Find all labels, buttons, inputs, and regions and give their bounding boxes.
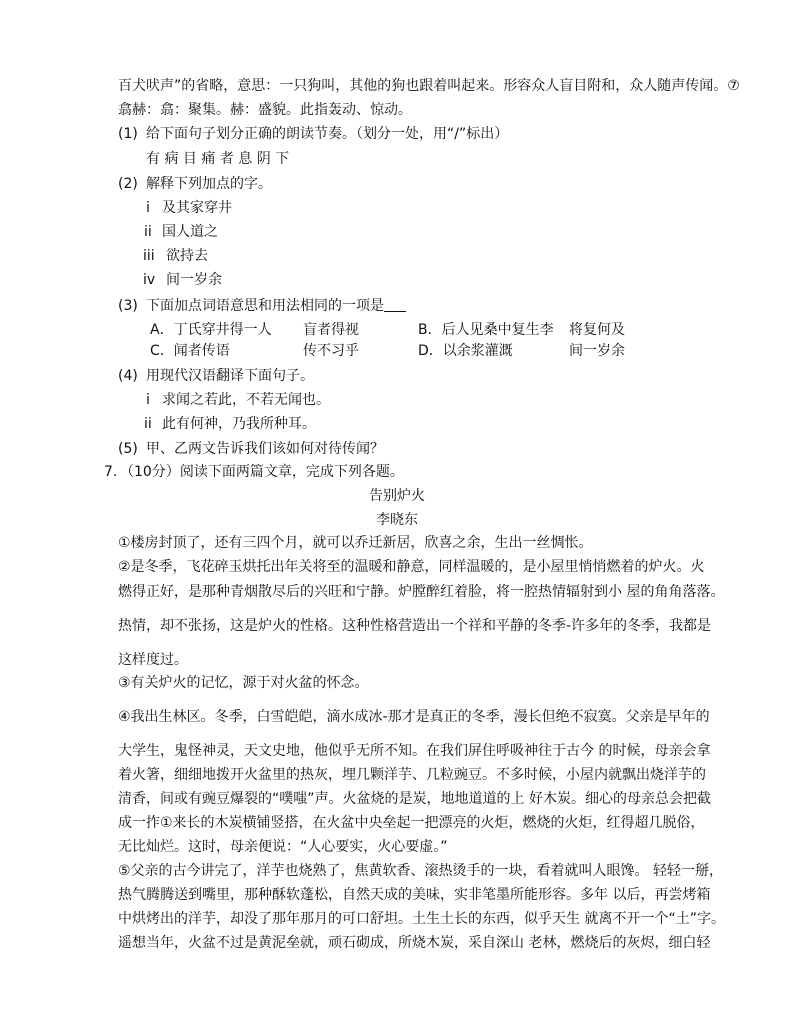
question-number: (3) (118, 298, 138, 314)
article-line: 遥想当年，火盆不过是黄泥垒就，顽石砌成，所烧木炭，采自深山 老林，燃烧后的灰烬，细白轻 (118, 935, 711, 951)
question-number: (2) (118, 176, 138, 192)
option-pair: 将复何及 (569, 322, 625, 338)
sub-item-text: 间一岁余 (166, 272, 222, 288)
article-line: ①楼房封顶了，还有三四个月，就可以乔迁新居，欣喜之余，生出一丝惆怅。 (118, 535, 593, 551)
article-line: 热情，却不张扬，这是炉火的性格。这种性格营造出一个祥和平静的冬季-许多年的冬季，我都是 (118, 618, 712, 634)
article-line: 热气腾腾送到嘴里，那种酥软蓬松，自然天成的美味，实非笔墨所能形容。多年 以后，再尝烤箱 (118, 887, 711, 903)
article-line: 中烘烤出的洋芋，却没了那年那月的可口舒坦。土生土长的东西，似乎天生 就离不开一个“土”字。 (118, 911, 725, 927)
article-line: ④我出生林区。冬季，白雪皑皑，滴水成冰-那才是真正的冬季，漫长但绝不寂寞。父亲是早年的 (118, 709, 710, 725)
article-line: ②是冬季，飞花碎玉烘托出年关将至的温暖和静意，同样温暖的，是小屋里悄悄燃着的炉火。火 (118, 559, 705, 575)
sub-item-roman: ii (144, 416, 152, 432)
question-number: (4) (118, 368, 138, 384)
sentence-to-divide: 有 病 目 痛 者 息 阴 下 (146, 151, 290, 167)
article-line: 燃得正好，是那种青烟散尽后的兴旺和宁静。炉膛醉红着脸，将一腔热情辐射到小 屋的角角落落。 (118, 584, 725, 600)
article-line: ③有关炉火的记忆，源于对火盆的怀念。 (118, 675, 369, 691)
sub-item-roman: i (146, 392, 150, 408)
sub-item-roman: iv (143, 272, 156, 288)
option-pair: 间一岁余 (569, 343, 625, 359)
article-line: 这样度过。 (118, 652, 188, 668)
sub-item-roman: i (146, 200, 150, 216)
article-title: 告别炉火 (369, 488, 425, 504)
article-line: 成一拃①来长的木炭横铺竖搭，在火盆中央垒起一把漂亮的火炬，燃烧的火炬，红得超几脱俗， (118, 815, 705, 831)
sub-item-text: 此有何神，乃我所种耳。 (162, 416, 316, 432)
sub-item-text: 求闻之若此，不若无闻也。 (162, 392, 330, 408)
footnote-line-1: 百犬吠声”的省略，意思：一只狗叫，其他的狗也跟着叫起来。形容众人盲目附和，众人随声传闻。⑦ (118, 78, 740, 94)
sub-item-roman: iii (143, 248, 155, 264)
question-number: (1) (118, 126, 138, 142)
sub-item-text: 国人道之 (162, 224, 218, 240)
sub-item-text: 欲持去 (166, 248, 208, 264)
option-label: A．丁氏穿井得一人 (150, 322, 272, 338)
question-number: (5) (118, 441, 138, 457)
article-line: 大学生，鬼怪神灵，天文史地，他似乎无所不知。在我们屏住呼吸神往于古今 的时候，母亲会拿 (118, 743, 711, 759)
question-text: 甲、乙两文告诉我们该如何对待传闻？ (146, 441, 384, 457)
article-line: 清香，间或有豌豆爆裂的“噗嗤”声。火盆烧的是炭，地地道道的上 好木炭。细心的母亲总会把截 (118, 791, 711, 807)
question-text: （10分）阅读下面两篇文章，完成下列各题。 (120, 464, 404, 480)
option-label: C．闻者传语 (150, 343, 230, 359)
article-line: 着火箸，细细地拨开火盆里的热灰，埋几颗洋芋、几粒豌豆。不多时候，小屋内就飘出烧洋芋的 (118, 767, 706, 783)
sub-item-roman: ii (144, 224, 152, 240)
article-author: 李晓东 (376, 512, 418, 528)
answer-blank (384, 297, 406, 312)
sub-item-text: 及其家穿井 (162, 200, 232, 216)
article-line: 无比灿烂。这时，母亲便说：“人心要实，火心要虚。” (118, 839, 448, 855)
question-text: 下面加点词语意思和用法相同的一项是 (146, 296, 406, 316)
footnote-line-2: 翕赫：翕：聚集。赫：盛貌。此指轰动、惊动。 (118, 102, 412, 118)
option-label: B．后人见桑中复生李 (418, 322, 554, 338)
option-pair: 传不习乎 (303, 343, 359, 359)
question-text: 解释下列加点的字。 (146, 176, 272, 192)
option-label: D．以余浆灌溉 (418, 343, 513, 359)
option-pair: 盲者得视 (303, 322, 359, 338)
question-text: 用现代汉语翻译下面句子。 (146, 368, 314, 384)
article-line: ⑤父亲的古今讲完了，洋芋也烧熟了，焦黄软香、滚热烫手的一块，看着就叫人眼馋。 轻轻一掰， (118, 863, 723, 879)
question-text: 给下面句子划分正确的朗读节奏。（划分一处，用“/”标出） (146, 126, 509, 142)
question-number: 7. (104, 464, 118, 480)
